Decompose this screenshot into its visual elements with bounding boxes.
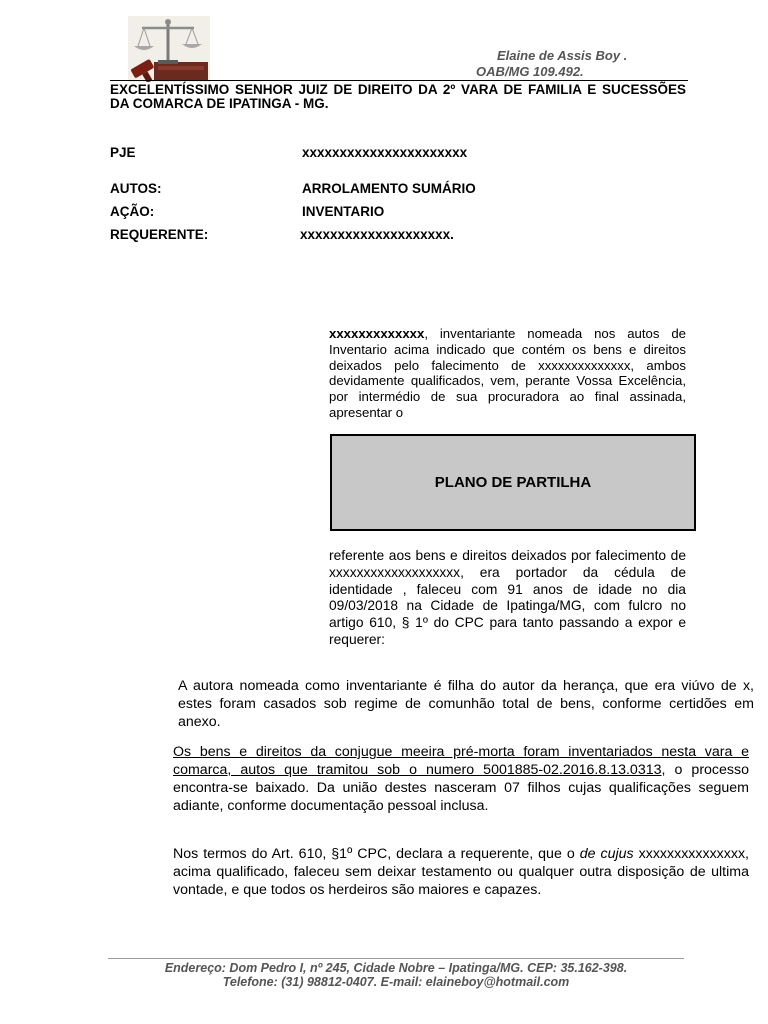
lawyer-name: Elaine de Assis Boy . xyxy=(497,48,628,63)
footer-contact: Telefone: (31) 98812-0407. E-mail: elaineboy@hotmail.com xyxy=(222,975,570,989)
oab-number: OAB/MG 109.492. xyxy=(476,64,584,79)
requerente-value: xxxxxxxxxxxxxxxxxxxx. xyxy=(300,227,454,242)
declaration-rest: xxxxxxxxxxxxxxx, acima qualificado, faleceu sem deixar testamento ou qualquer outra disposição de ultima vontade, e que todos os herdeiros são maiores e capazes. xyxy=(173,846,749,898)
header-divider xyxy=(110,80,688,81)
inventariante-name: xxxxxxxxxxxxx xyxy=(329,326,425,341)
scales-of-justice-logo-icon xyxy=(128,16,210,82)
reference-paragraph: referente aos bens e direitos deixados por falecimento de xxxxxxxxxxxxxxxxxxx, era portador da cédula de identidade , faleceu com 91 anos de idade no dia 09/03/2018 na Cidade de Ipatinga/MG, com fulcro no artigo 610, § 1º do CPC para tanto passando a expor e requerer: xyxy=(329,548,686,647)
de-cujus-term: de cujus xyxy=(579,846,634,862)
intro-text: , inventariante nomeada nos autos de Inventario acima indicado que contém os bens e direitos deixados pelo falecimento de xxxxxxxxxxxxxx, ambos devidamente qualificados, vem, perante Vossa Excelência, por intermédio de sua procuradora ao final assinada, apresentar o xyxy=(329,326,686,420)
intro-paragraph xyxy=(329,326,686,421)
prior-inventory-underlined: Os bens e direitos da conjugue meeira pré-morta foram inventariados nesta vara e comarca, autos que tramitou sob o numero 5001885-02.2016.8.13.0313 xyxy=(173,744,749,778)
autos-value: ARROLAMENTO SUMÁRIO xyxy=(302,181,476,196)
prior-inventory-rest: , o processo encontra-se baixado. Da união destes nasceram 07 filhos cujas qualificações seguem adiante, conforme documentação pessoal inclusa. xyxy=(173,762,749,814)
declaration-start: Nos termos do Art. 610, §1º CPC, declara a requerente, que o xyxy=(173,846,580,862)
addressee-heading: EXCELENTÍSSIMO SENHOR JUIZ DE DIREITO DA 2º VARA DE FAMILIA E SUCESSÕES DA COMARCA DE IPATINGA - MG. xyxy=(110,82,686,111)
paragraph-inventariante: A autora nomeada como inventariante é filha do autor da herança, que era viúvo de x, estes foram casados sob regime de comunhão total de bens, conforme certidões em anexo. xyxy=(178,678,754,730)
footer-divider xyxy=(108,958,684,959)
autos-label: AUTOS: xyxy=(110,181,162,196)
document-title-box xyxy=(330,434,696,531)
pje-label: PJE xyxy=(110,145,136,160)
paragraph-declaration xyxy=(110,845,749,899)
paragraph-prior-inventory xyxy=(110,743,749,815)
requerente-label: REQUERENTE: xyxy=(110,227,209,242)
acao-label: AÇÃO: xyxy=(110,204,155,219)
pje-value: xxxxxxxxxxxxxxxxxxxxxx xyxy=(302,145,468,160)
footer-address: Endereço: Dom Pedro I, nº 245, Cidade Nobre – Ipatinga/MG. CEP: 35.162-398. xyxy=(164,961,628,975)
acao-value: INVENTARIO xyxy=(302,204,385,219)
document-title: PLANO DE PARTILHA xyxy=(434,474,592,491)
